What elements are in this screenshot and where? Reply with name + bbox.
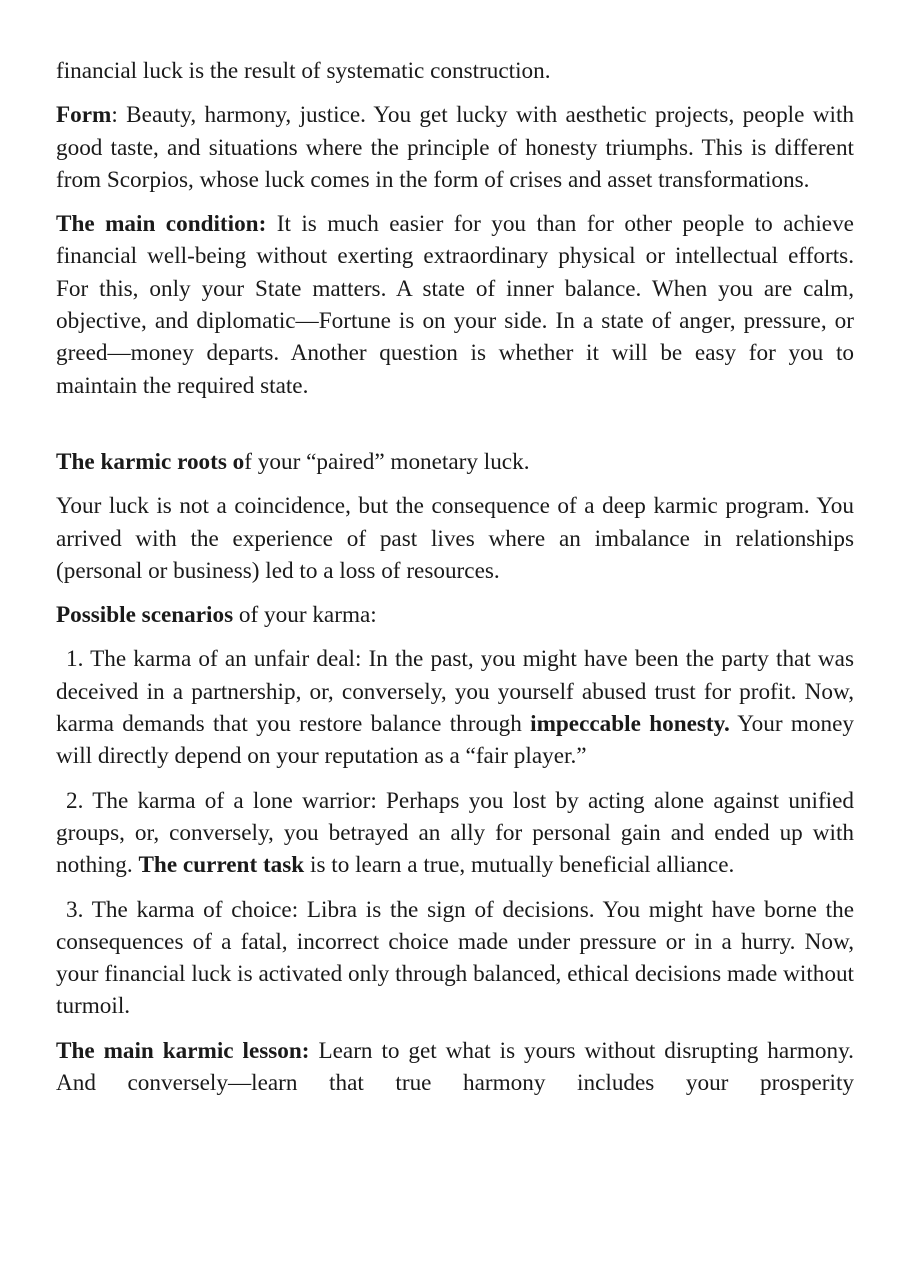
lesson-label: The main karmic lesson: [56,1037,310,1064]
item2-bold: The current task [138,852,305,879]
list-item-2: 2. The karma of a lone warrior: Perhaps you lost by acting alone against unified groups, or, conversely, you betrayed an ally for personal gain and ended up with nothing. The current task is to learn a true, mutually beneficial alliance. [56,787,854,879]
paragraph-scenarios [56,599,854,631]
item1-bold: impeccable honesty. [530,711,730,738]
scenarios-text: of your karma: [233,602,377,629]
paragraph-lesson [56,1035,854,1100]
list-item-3: 3. The karma of choice: Libra is the sign of decisions. You might have borne the consequences of a fatal, incorrect choice made under pressure or in a hurry. Now, your financial luck is activated only through balanced, ethical decisions made without turmoil. [56,896,854,1020]
main-condition-text: It is much easier for you than for other people to achieve financial well-being without exerting extraordinary physical or intellectual efforts. For this, only your State matters. A state of inner balance. When you are calm, objective, and diplomatic—Fortune is on your side. In a state of anger, pressure, or greed—money departs. Another question is whether it will be easy for you to maintain the required state. [56,211,854,399]
heading-karmic-roots [56,446,854,478]
karmic-roots-text: f your “paired” monetary luck. [244,448,530,475]
paragraph-continuation: financial luck is the result of systematic construction. [56,58,551,84]
paragraph-form [56,99,854,196]
scenarios-label: Possible scenarios [56,602,234,629]
form-text: : Beauty, harmony, justice. You get lucky with aesthetic projects, people with good taste, and situations where the principle of honesty triumphs. This is different from Scorpios, whose luck comes in the form of crises and asset transformations. [56,102,854,193]
lesson-text: Learn to get what is yours without disrupting harmony. And conversely—learn that true harmony includes your prosperity [56,1037,854,1097]
list-item-1: 1. The karma of an unfair deal: In the past, you might have been the party that was deceived in a partnership, or, conversely, you yourself abused trust for profit. Now, karma demands that you restore balance through impeccable honesty. Your money will directly depend on your reputation as a “fair player.” [56,646,854,770]
paragraph-luck: Your luck is not a coincidence, but the consequence of a deep karmic program. You arrived with the experience of past lives where an imbalance in relationships (personal or business) led to a loss of resources. [56,493,854,584]
main-condition-label: The main condition: [56,211,267,238]
karmic-roots-label: The karmic roots o [56,448,245,475]
paragraph-main-condition [56,208,854,402]
form-label: Form [56,102,112,129]
